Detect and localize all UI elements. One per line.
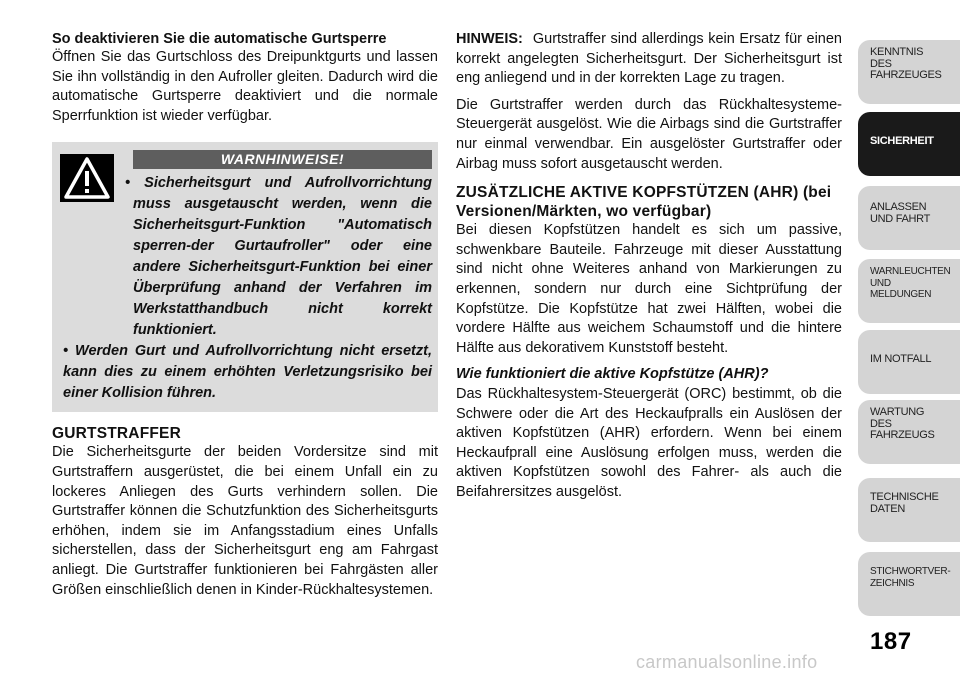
hinweis-text: Gurtstraffer sind allerdings kein Ersatz für einen korrekt angelegten Sicherheitsgurt. Der Sicherheitsgurt ist eng anliegend und in der korrekten Lage zu tragen.: [456, 31, 842, 87]
warning-triangle-icon: [60, 154, 114, 202]
tab-label-line: IM NOTFALL: [870, 353, 932, 365]
warning-text: [63, 173, 432, 404]
tab-kenntnis[interactable]: [858, 40, 960, 104]
warning-bullet-1: • Sicherheitsgurt und Aufrollvorrichtung muss ausgetauscht werden, wenn die Sicherheitsgurt-Funktion "Automatisch sperren-der Gurtaufroller" oder eine andere Sicherheitsgurt-Funktion bei einer Überprüfung anhand der Verfahren im Werkstatthandbuch nicht korrekt funktioniert.: [125, 175, 432, 339]
tab-label-line: DES: [870, 417, 892, 430]
tab-anlassen[interactable]: [858, 186, 960, 250]
watermark: carmanualsonline.info: [636, 652, 818, 672]
right-column: [456, 30, 842, 502]
tab-label-line: FAHRZEUGES: [870, 69, 942, 81]
tab-label-line: STICHWORTVER-: [870, 566, 951, 577]
tab-label-line: DES: [870, 57, 892, 70]
paragraph-ahr-function: Das Rückhaltesystem-Steuergerät (ORC) bestimmt, ob die Schwere oder die Art des Heckaufpralls ein Auslösen der aktiven Kopfstützen (AHR) erfordern. Wenn bei einem Heckaufprall eine Auslösung erfolgen muss, werden die aktiven Kopfstützen sowohl des Fahrer- als auch die Beifahrersitzes ausgelöst.: [456, 385, 842, 500]
tab-label-line: TECHNISCHE: [870, 491, 939, 503]
hinweis-label: HINWEIS:: [456, 31, 523, 47]
tab-warnleuchten[interactable]: [858, 259, 960, 323]
paragraph-gurtstraffer: Die Sicherheitsgurte der beiden Vordersitze sind mit Gurtstraffern ausgerüstet, die bei einem Unfall ein zu lockeres Anliegen des Gurts verhindern sollen. Die Gurtstraffer können die Schutzfunktion des Sicherheitsgurts erhöhen, indem sie im Anfangsstadium eines Unfalls sicherstellen, dass der Sicherheitsgurt eng am Fahrgast anliegt. Die Gurtstraffer funktionieren bei Fahrgästen aller Größen einschließlich denen in Kinder-Rückhaltesystemen.: [52, 444, 438, 598]
page-number: 187: [870, 628, 912, 655]
tab-label-line: UND FAHRT: [870, 212, 931, 225]
tab-label-line: ZEICHNIS: [870, 577, 915, 589]
paragraph-ahr: Bei diesen Kopfstützen handelt es sich um passive, schwenkbare Bauteile. Fahrzeuge mit dieser Ausstattung sind nicht ohne Weiteres anhand von Markierungen zu erkennen, sondern nur durch eine Sichtprüfung der Kopfstütze. Die Kopfstütze hat zwei Hälften, wobei die vordere Hälfte aus weichem Schaumstoff und die hintere Hälfte aus dekorativem Kunststoff besteht.: [456, 222, 842, 356]
tab-technische-daten[interactable]: [858, 478, 960, 542]
tab-wartung[interactable]: [858, 400, 960, 464]
tab-label-line: DATEN: [870, 502, 905, 515]
tab-label-line: KENNTNIS: [870, 46, 924, 58]
heading-deactivate-lock: So deaktivieren Sie die automatische Gurtsperre: [52, 31, 387, 47]
tab-im-notfall[interactable]: [858, 330, 960, 394]
paragraph-airbag: Die Gurtstraffer werden durch das Rückhaltesysteme-Steuergerät ausgelöst. Wie die Airbags sind die Gurtstraffer nur einmal verwendbar. Ein ausgelöster Gurtstraffer oder Airbag muss sofort ausgetauscht werden.: [456, 96, 842, 172]
question-ahr: Wie funktioniert die aktive Kopfstütze (AHR)?: [456, 366, 769, 383]
tab-label-line: SICHERHEIT: [870, 135, 934, 147]
tab-label-line: WARTUNG: [870, 406, 925, 418]
tab-stichwortverzeichnis[interactable]: [858, 552, 960, 616]
left-column: [52, 30, 438, 600]
tab-sicherheit[interactable]: [858, 112, 960, 176]
paragraph-deactivate: Öffnen Sie das Gurtschloss des Dreipunktgurts und lassen Sie ihn vollständig in den Aufroller gleiten. Dadurch wird die automatische Gurtsperre deaktiviert und die normale Sperrfunktion ist wieder verfügbar.: [52, 49, 438, 124]
tab-label-line: FAHRZEUGS: [870, 429, 935, 441]
tab-label-line: ANLASSEN: [870, 201, 927, 213]
tab-label-line: WARNLEUCHTEN: [870, 266, 951, 277]
warning-bullet-2: • Werden Gurt und Aufrollvorrichtung nicht ersetzt, kann dies zu einem erhöhten Verletzungsrisiko bei einer Kollision führen.: [63, 343, 432, 402]
heading-gurtstraffer: GURTSTRAFFER: [52, 425, 181, 443]
tab-label-line: UND: [870, 277, 891, 289]
chapter-tabs: [858, 0, 960, 678]
tab-label-line: MELDUNGEN: [870, 289, 932, 300]
heading-ahr: ZUSÄTZLICHE AKTIVE KOPFSTÜTZEN (AHR) (bei Versionen/Märkten, wo verfügbar): [456, 184, 832, 221]
warning-title: WARNHINWEISE!: [133, 150, 432, 169]
warning-box: [52, 142, 438, 412]
hinweis-note: [456, 30, 842, 89]
